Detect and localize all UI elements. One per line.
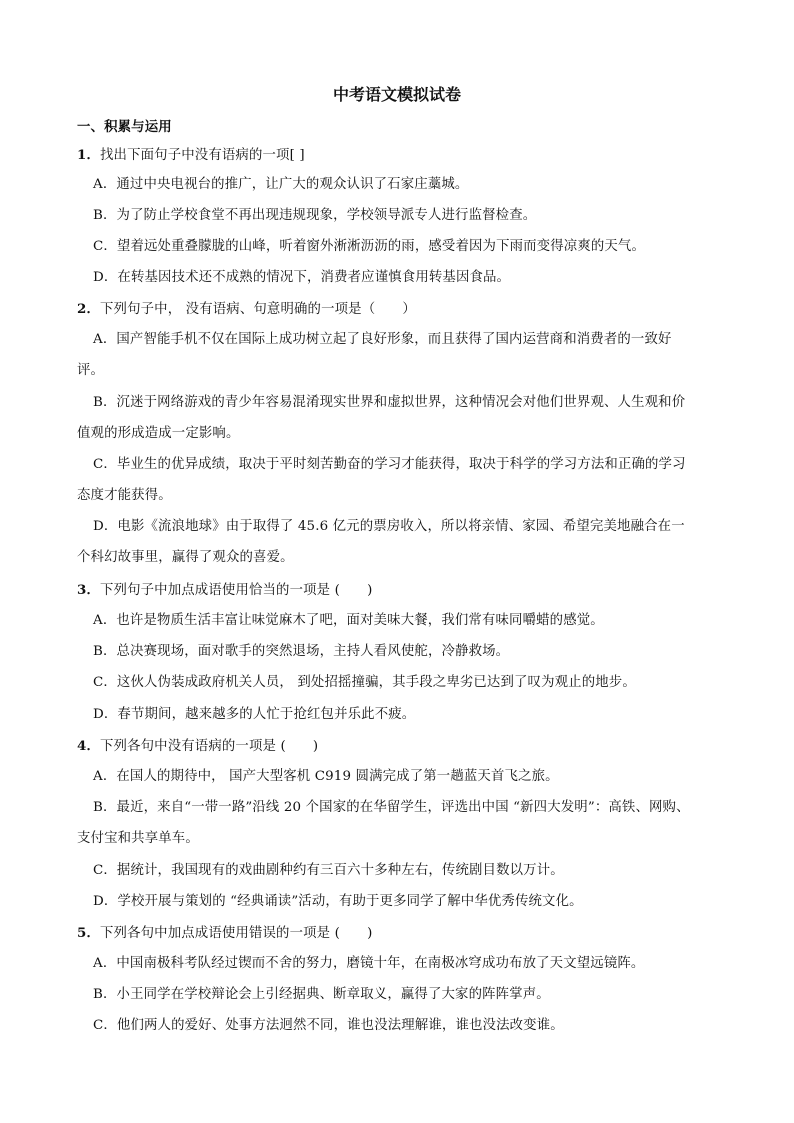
option-2a-line-1: A．国产智能手机不仅在国际上成功树立起了良好形象，而且获得了国内运营商和消费者的一致好 [93,332,672,347]
option-3a: A．也许是物质生活丰富让味觉麻木了吧，面对美味大餐，我们常有味同嚼蜡的感觉。 [93,613,604,628]
option-2c-line-2: 态度才能获得。 [77,488,172,503]
option-1c: C．望着远处重叠朦胧的山峰，听着窗外淅淅沥沥的雨，感受着因为下雨而变得凉爽的天气。 [93,239,646,254]
question-3-stem [77,580,372,601]
question-text: 下列各句中没有语病的一项是 ( ) [100,739,319,754]
option-1b: B．为了防止学校食堂不再出现违规现象，学校领导派专人进行监督检查。 [93,208,537,223]
question-number: 1． [77,147,101,163]
option-4b-line-1: B．最近，来自“一带一路”沿线 20 个国家的在华留学生，评选出中国 “新四大发明”：高铁、网购、 [93,800,690,815]
question-number: 2． [77,301,101,317]
option-4a: A．在国人的期待中， 国产大型客机 C919 圆满完成了第一趟蓝天首飞之旅。 [93,769,559,784]
option-2b-line-2: 值观的形成造成一定影响。 [77,426,240,441]
question-number: 4． [77,738,101,754]
option-3d: D．春节期间，越来越多的人忙于抢红包并乐此不疲。 [93,707,416,722]
option-4c: C．据统计，我国现有的戏曲剧种约有三百六十多种左右，传统剧目数以万计。 [93,863,564,878]
question-2-stem [77,299,416,320]
question-number: 5． [77,925,101,941]
question-text: 下列句子中， 没有语病、句意明确的一项是（ ） [100,302,416,317]
page-title: 中考语文模拟试卷 [332,85,461,104]
question-5-stem [77,923,372,944]
option-2d-line-2: 个科幻故事里，赢得了观众的喜爱。 [77,550,294,565]
section-heading: 一、积累与运用 [77,120,172,135]
option-1a: A．通过中央电视台的推广，让广大的观众认识了石家庄藁城。 [93,177,469,192]
option-4b-line-2: 支付宝和共享单车。 [77,831,199,846]
option-2c-line-1: C．毕业生的优异成绩，取决于平时刻苦勤奋的学习才能获得，取决于科学的学习方法和正确的学习 [93,457,686,472]
option-4d: D．学校开展与策划的 “经典诵读”活动，有助于更多同学了解中华优秀传统文化。 [93,894,583,909]
option-5b: B．小王同学在学校辩论会上引经据典、断章取义，赢得了大家的阵阵掌声。 [93,987,550,1002]
option-2b-line-1: B．沉迷于网络游戏的青少年容易混淆现实世界和虚拟世界，这种情况会对他们世界观、人生观和价 [93,395,686,410]
question-4-stem [77,736,318,757]
option-1d: D．在转基因技术还不成熟的情况下，消费者应谨慎食用转基因食品。 [93,270,511,285]
option-3b: B．总决赛现场，面对歌手的突然退场，主持人看风使舵，冷静救场。 [93,644,510,659]
question-number: 3． [77,582,101,598]
question-text: 下列句子中加点成语使用恰当的一项是 ( ) [100,583,373,598]
question-text: 找出下面句子中没有语病的一项[ ] [100,148,305,163]
question-text: 下列各句中加点成语使用错误的一项是 ( ) [100,926,373,941]
option-5c: C．他们两人的爱好、处事方法迥然不同，谁也没法理解谁，谁也没法改变谁。 [93,1018,564,1033]
option-2d-line-1: D．电影《流浪地球》由于取得了 45.6 亿元的票房收入，所以将亲情、家园、希望完美地融合在一 [93,519,685,534]
question-1-stem [77,145,305,166]
option-5a: A．中国南极科考队经过锲而不舍的努力，磨镜十年，在南极冰穹成功布放了天文望远镜阵。 [93,956,645,971]
option-2a-line-2: 评。 [77,363,105,378]
option-3c: C．这伙人伪装成政府机关人员， 到处招摇撞骗，其手段之卑劣已达到了叹为观止的地步。 [93,675,636,690]
